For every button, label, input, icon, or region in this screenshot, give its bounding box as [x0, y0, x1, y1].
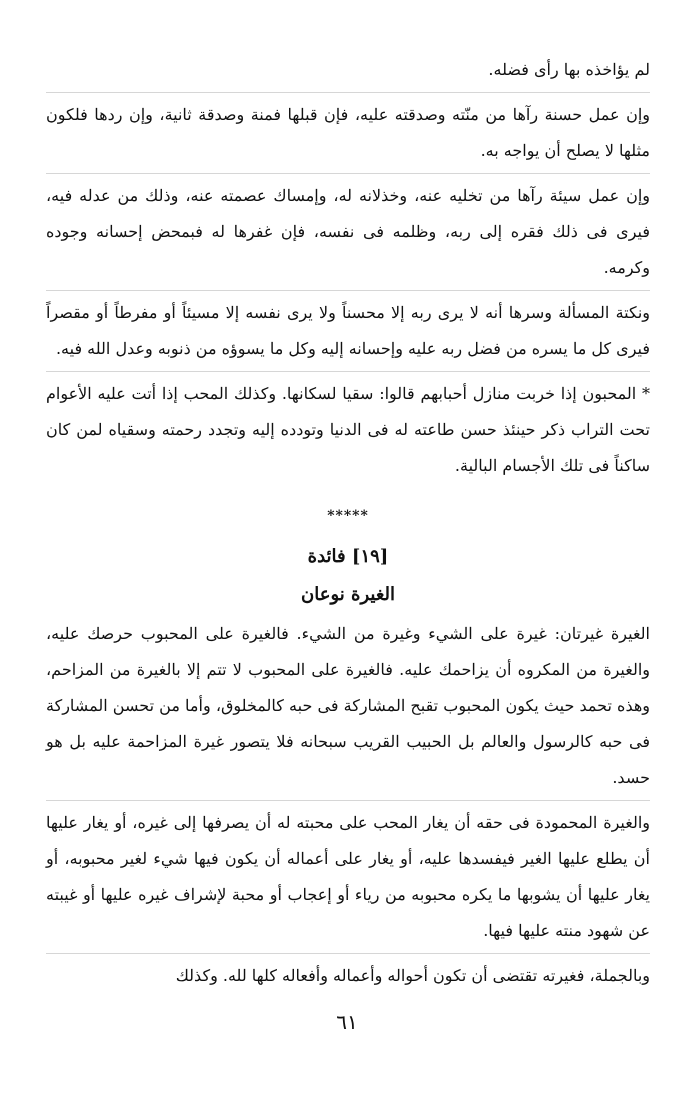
- paragraph: ونكتة المسألة وسرها أنه لا يرى ربه إلا محسناً ولا يرى نفسه إلا مسيئاً أو مفرطاً أو مقصراً فيرى كل ما يسره من فضل ربه عليه وإحسانه إليه وكل ما يسوؤه من ذنوبه وعدل الله فيه.: [46, 303, 650, 358]
- paragraph-divider: [46, 953, 650, 954]
- paragraph: لم يؤاخذه بها رأى فضله.: [488, 60, 650, 79]
- section-separator: *****: [327, 508, 369, 524]
- paragraph: * المحبون إذا خربت منازل أحبابهم قالوا: سقيا لسكانها. وكذلك المحب إذا أتت عليه الأعوام تحت التراب ذكر حينئذ حسن طاعته له فى الدنيا وتودده إليه وتجدد رحمته وسقياه لمن كان ساكناً فى تلك الأجسام البالية.: [46, 384, 651, 475]
- page-number: ٦١: [336, 1010, 358, 1034]
- paragraph: الغيرة غيرتان: غيرة على الشيء وغيرة من الشيء. فالغيرة على المحبوب حرصك عليه، والغيرة من المكروه أن يزاحمك عليه. فالغيرة على المحبوب لا تتم إلا بالغيرة من المزاحم، وهذه تحمد حيث يكون المحبوب تقبح المشاركة فى حبه كالمخلوق، وأما من تحسن المشاركة فى حبه كالرسول والعالم بل الحبيب القريب سبحانه فلا يتصور غيرة المزاحمة عليه بل هو حسد.: [46, 624, 651, 787]
- paragraph-divider: [46, 371, 650, 372]
- paragraph-divider: [46, 173, 650, 174]
- section-title: الغيرة نوعان: [301, 584, 395, 605]
- paragraph-divider: [46, 290, 650, 291]
- section-number-heading: [١٩] فائدة: [307, 546, 389, 567]
- paragraph: وبالجملة، فغيرته تقتضى أن تكون أحواله وأعماله وأفعاله كلها لله. وكذلك: [175, 966, 650, 985]
- paragraph: وإن عمل حسنة رآها من منّته وصدقته عليه، فإن قبلها فمنة وصدقة ثانية، وإن ردها فلكون مثلها لا يصلح أن يواجه به.: [46, 105, 651, 160]
- paragraph-divider: [46, 800, 650, 801]
- page-body: [46, 52, 650, 994]
- paragraph: وإن عمل سيئة رآها من تخليه عنه، وخذلانه له، وإمساك عصمته عنه، وذلك من عدله فيه، فيرى فى ذلك فقره إلى ربه، وظلمه فى نفسه، فإن غفرها له فبمحض إحسانه وجوده وكرمه.: [46, 186, 650, 277]
- paragraph-divider: [46, 92, 650, 93]
- paragraph: والغيرة المحمودة فى حقه أن يغار المحب على محبته له أن يصرفها إلى غيره، أو يغار عليها أن يطلع عليها الغير فيفسدها عليه، أو يغار على أعماله أن يكون فيها شيء لغير محبوبه، أو يغار عليها أن يشوبها ما يكره محبوبه من رياء أو إعجاب أو محبة لإشراف غيره عليها أو غيبته عن شهود منته عليها فيها.: [46, 813, 650, 940]
